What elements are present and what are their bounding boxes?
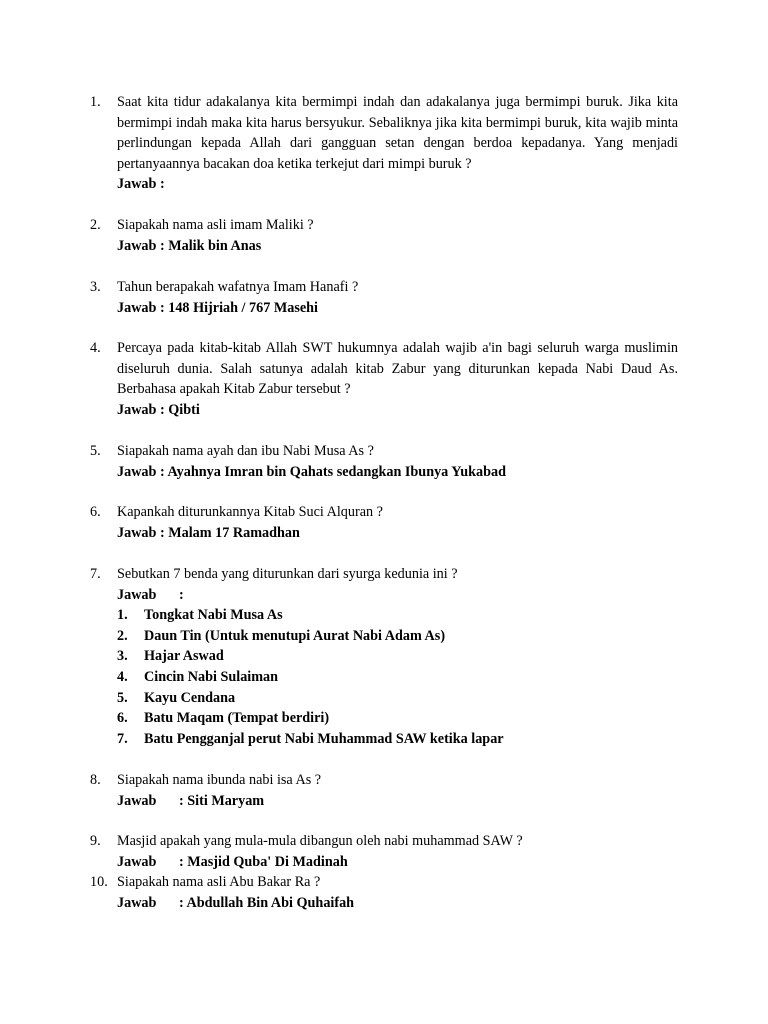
answer-value: : Masjid Quba' Di Madinah	[179, 853, 348, 870]
list-item-number: 5.	[117, 689, 128, 706]
answer-text: Jawab : Ayahnya Imran bin Qahats sedangkan Ibunya Yukabad	[117, 463, 506, 480]
answer-line	[117, 893, 678, 914]
list-item-text: Kayu Cendana	[144, 689, 236, 706]
question-number: 8.	[90, 772, 101, 788]
answer-value: : Siti Maryam	[179, 792, 265, 809]
question-number: 10.	[90, 874, 108, 890]
list-item-text: Tongkat Nabi Musa As	[144, 607, 283, 624]
question-3	[90, 277, 678, 318]
question-number: 4.	[90, 340, 101, 356]
answer-separator: :	[179, 586, 184, 603]
list-item-number: 3.	[117, 648, 128, 665]
list-item	[117, 688, 678, 709]
list-item-text: Batu Maqam (Tempat berdiri)	[144, 710, 330, 727]
question-number: 9.	[90, 833, 101, 849]
list-item	[117, 646, 678, 667]
question-text: Kapankah diturunkannya Kitab Suci Alquran ?	[117, 504, 383, 520]
list-item-number: 4.	[117, 668, 128, 685]
list-item-number: 1.	[117, 607, 128, 624]
list-item	[117, 626, 678, 647]
list-item	[117, 667, 678, 688]
question-10	[90, 872, 678, 913]
answer-line	[117, 585, 678, 606]
question-2	[90, 215, 678, 256]
question-number: 6.	[90, 504, 101, 520]
list-item	[117, 708, 678, 729]
question-number: 1.	[90, 94, 101, 110]
list-item	[117, 729, 678, 750]
question-text: Siapakah nama ibunda nabi isa As ?	[117, 772, 322, 788]
list-item-number: 6.	[117, 710, 128, 727]
answer-label: Jawab	[117, 586, 157, 603]
question-text: Siapakah nama asli imam Maliki ?	[117, 217, 314, 233]
question-text: Siapakah nama ayah dan ibu Nabi Musa As ?	[117, 443, 374, 459]
answer-text: Jawab : Malik bin Anas	[117, 237, 262, 254]
answer-line	[117, 791, 678, 812]
question-text: Sebutkan 7 benda yang diturunkan dari syurga kedunia ini ?	[117, 566, 458, 582]
list-item-text: Cincin Nabi Sulaiman	[144, 668, 279, 685]
answer-value: : Abdullah Bin Abi Quhaifah	[179, 894, 355, 911]
question-number: 3.	[90, 279, 101, 295]
question-text: Percaya pada kitab-kitab Allah SWT hukumnya adalah wajib a'in bagi seluruh warga muslimin diseluruh dunia. Salah satunya adalah kitab Zabur yang diturunkan kepada Nabi Daud As. Berbahasa apakah Kitab Zabur tersebut ?	[117, 340, 678, 398]
question-5	[90, 441, 678, 482]
list-item-text: Daun Tin (Untuk menutupi Aurat Nabi Adam As)	[144, 627, 446, 644]
list-item-text: Hajar Aswad	[144, 648, 224, 665]
question-7	[90, 564, 678, 749]
question-6	[90, 502, 678, 543]
answer-text: Jawab : Qibti	[117, 401, 200, 418]
answer-label: Jawab	[117, 792, 157, 809]
question-number: 5.	[90, 443, 101, 459]
question-number: 7.	[90, 566, 101, 582]
question-9	[90, 831, 678, 872]
answer-label: Jawab	[117, 894, 157, 911]
question-number: 2.	[90, 217, 101, 233]
list-item-text: Batu Pengganjal perut Nabi Muhammad SAW ketika lapar	[144, 730, 504, 747]
question-text: Masjid apakah yang mula-mula dibangun oleh nabi muhammad SAW ?	[117, 833, 523, 849]
answer-list	[117, 605, 678, 749]
list-item	[117, 605, 678, 626]
answer-text: Jawab : 148 Hijriah / 767 Masehi	[117, 299, 318, 316]
answer-line	[117, 852, 678, 873]
answer-label: Jawab	[117, 853, 157, 870]
question-text: Saat kita tidur adakalanya kita bermimpi indah dan adakalanya juga bermimpi buruk. Jika kita bermimpi indah maka kita harus bersyukur. Sebaliknya jika kita bermimpi buruk, kita wajib minta perlindungan kepada Allah dari gangguan setan dengan berdoa kepadanya. Yang menjadi pertanyaannya bacakan doa ketika terkejut dari mimpi buruk ?	[117, 94, 678, 172]
question-4	[90, 338, 678, 420]
list-item-number: 7.	[117, 730, 128, 747]
question-1	[90, 92, 678, 195]
question-8	[90, 770, 678, 811]
question-text: Tahun berapakah wafatnya Imam Hanafi ?	[117, 279, 359, 295]
answer-text: Jawab : Malam 17 Ramadhan	[117, 524, 300, 541]
list-item-number: 2.	[117, 627, 128, 644]
answer-text: Jawab :	[117, 176, 165, 193]
question-text: Siapakah nama asli Abu Bakar Ra ?	[117, 874, 321, 890]
